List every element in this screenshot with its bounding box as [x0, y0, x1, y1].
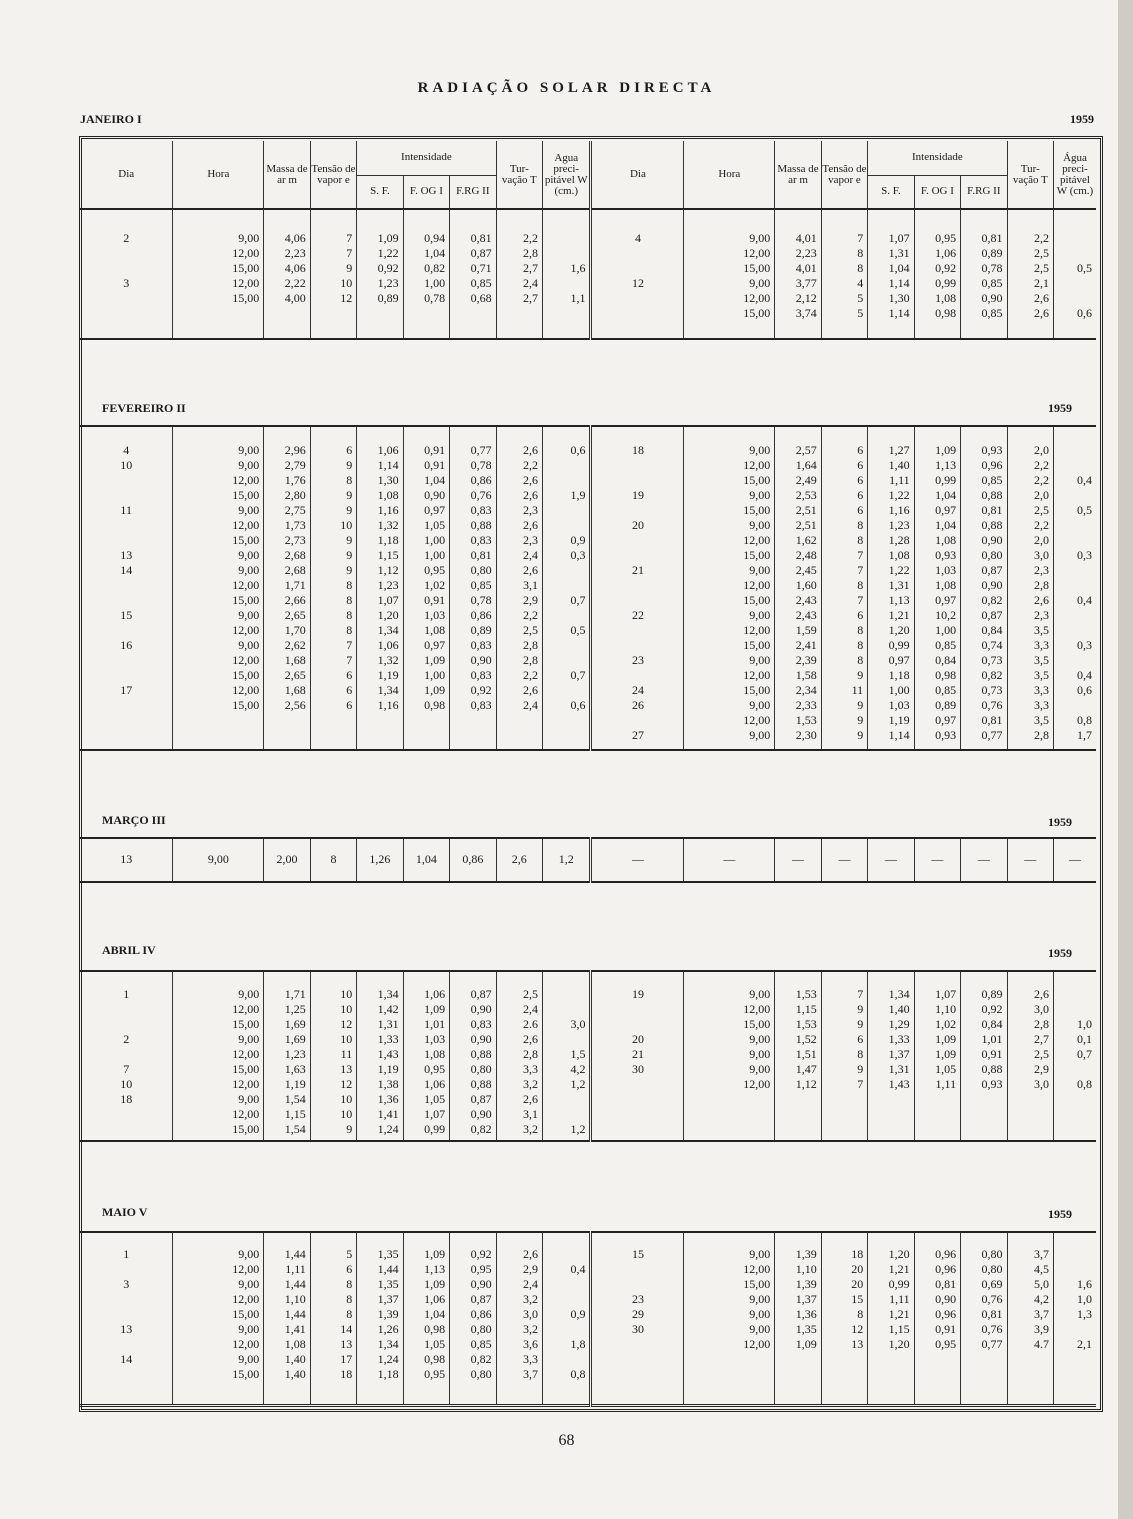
- col-massa: 4,01 2,23 4,01 3,77 2,12 3,74: [775, 209, 821, 339]
- col-sf: 1,34 1,40 1,29 1,33 1,37 1,31 1,43: [868, 971, 914, 1141]
- col-hora: 9,00 12,00 15,00 9,00 15,00 9,00 12,00 15,00 9,00 12,00 15,00 9,00 12,00 15,00 9,00 12,00 15,00 9,00 12,00 9,00: [684, 426, 775, 750]
- year-janeiro: 1959: [1070, 112, 1094, 126]
- col-rg2: 0,89 0,92 0,84 1,01 0,91 0,88 0,93: [961, 971, 1007, 1141]
- col-sf: 1,34 1,42 1,31 1,33 1,43 1,19 1,38 1,36 1,41 1,24: [357, 971, 403, 1141]
- col-tensao: 7 7 9 10 12: [310, 209, 356, 339]
- col-agua: 1,0 0,1 0,7 0,8: [1054, 971, 1097, 1141]
- col-agua: 3,0 1,5 4,2 1,2 1,2: [543, 971, 591, 1141]
- col-turvacao: 3,7 4,5 5,0 4,2 3,7 3,9 4.7: [1007, 1232, 1053, 1406]
- col-agua: 1,2: [543, 838, 591, 882]
- col-dia: 15 23 29 30: [591, 1232, 684, 1406]
- col-sf: 1,06 1,14 1,30 1,08 1,16 1,32 1,18 1,15 1,12 1,23 1,07 1,20 1,34 1,06 1,32 1,19 1,34 1,16: [357, 426, 403, 750]
- col-turvacao: 2,2 2,8 2,7 2,4 2,7: [496, 209, 542, 339]
- col-turvacao: 2,6: [496, 838, 542, 882]
- header-rg2-left: F.RG II: [450, 175, 496, 209]
- col-massa: —: [775, 838, 821, 882]
- header-turvacao-left: Tur- vação T: [496, 141, 542, 209]
- col-og1: 1,09 1,13 0,99 1,04 0,97 1,04 1,08 0,93 1,03 1,08 0,97 10,2 1,00 0,85 0,84 0,98 0,85 0,89 0,97 0,93: [914, 426, 960, 750]
- col-rg2: 0,87 0,90 0,83 0,90 0,88 0,80 0,88 0,87 0,90 0,82: [450, 971, 496, 1141]
- header-hora-left: Hora: [173, 141, 264, 209]
- col-agua: 0,6 1,9 0,9 0,3 0,7 0,5 0,7 0,6: [543, 426, 591, 750]
- col-og1: 0,91 0,91 1,04 0,90 0,97 1,05 1,00 1,00 0,95 1,02 0,91 1,03 1,08 0,97 1,09 1,00 1,09 0,98: [403, 426, 449, 750]
- header-tensao-left: Tensão de vapor e: [310, 141, 356, 209]
- section-janeiro: [80, 209, 1096, 340]
- col-og1: 0,96 0,96 0,81 0,90 0,96 0,91 0,95: [914, 1232, 960, 1406]
- col-massa: 1,44 1,11 1,44 1,10 1,44 1,41 1,08 1,40 1,40: [264, 1232, 310, 1406]
- col-dia: 1 2 7 10 18: [120, 987, 133, 1106]
- col-rg2: 0,81 0,87 0,71 0,85 0,68: [450, 209, 496, 339]
- col-hora: 9,00 9,00 12,00 15,00 9,00 12,00 15,00 9,00 9,00 12,00 15,00 9,00 12,00 9,00 12,00 15,00 12,00 15,00: [173, 426, 264, 750]
- month-label-fevereiro: FEVEREIRO II: [102, 401, 186, 415]
- col-rg2: 0,92 0,95 0,90 0,87 0,86 0,80 0,85 0,82 0,80: [450, 1232, 496, 1406]
- col-tensao: 10 10 12 10 11 13 12 10 10 9: [310, 971, 356, 1141]
- header-sf-left: S. F.: [357, 175, 403, 209]
- section-abril: [80, 970, 1096, 1142]
- col-hora: —: [684, 838, 775, 882]
- col-og1: 1,09 1,13 1,09 1,06 1,04 0,98 1,05 0,98 0,95: [403, 1232, 449, 1406]
- col-dia: 1 3 13 14: [120, 1247, 133, 1366]
- col-massa: 1,71 1,25 1,69 1,69 1,23 1,63 1,19 1,54 1,15 1,54: [264, 971, 310, 1141]
- header-rg2-right: F.RG II: [961, 175, 1007, 209]
- year-abril: 1959: [1048, 946, 1072, 960]
- col-dia: —: [591, 838, 684, 882]
- col-dia: 18 19 20 21 22 23 24 26 27: [591, 426, 684, 750]
- col-massa: 1,53 1,15 1,53 1,52 1,51 1,47 1,12: [775, 971, 821, 1141]
- year-maio: 1959: [1048, 1207, 1072, 1221]
- col-rg2: 0,80 0,80 0,69 0,76 0,81 0,76 0,77: [961, 1232, 1007, 1406]
- col-tensao: 6 9 8 9 9 10 9 9 9 8 8 8 8 7 7 6 6 6: [310, 426, 356, 750]
- header-hora-right: Hora: [684, 141, 775, 209]
- col-turvacao: —: [1007, 838, 1053, 882]
- col-agua: 1,6 1,1: [543, 209, 591, 339]
- col-og1: 1,06 1,09 1,01 1,03 1,08 0,95 1,06 1,05 1,07 0,99: [403, 971, 449, 1141]
- col-rg2: 0,77 0,78 0,86 0,76 0,83 0,88 0,83 0,81 0,80 0,85 0,78 0,86 0,89 0,83 0,90 0,83 0,92 0,83: [450, 426, 496, 750]
- col-og1: —: [914, 838, 960, 882]
- col-turvacao: 2,0 2,2 2,2 2,0 2,5 2,2 2,0 3,0 2,3 2,8 2,6 2,3 3,5 3,3 3,5 3,5 3,3 3,3 3,5 2,8: [1007, 426, 1053, 750]
- header-turvacao-right: Tur- vação T: [1007, 141, 1053, 209]
- header-intensidade-left: Intensidade: [357, 141, 496, 175]
- col-rg2: 0,81 0,89 0,78 0,85 0,90 0,85: [961, 209, 1007, 339]
- header-dia-left: Dia: [118, 168, 135, 180]
- page-title: RADIAÇÃO SOLAR DIRECTA: [417, 80, 716, 96]
- col-dia: 13: [120, 852, 133, 866]
- section-marco: [80, 837, 1096, 883]
- col-tensao: 7 8 8 4 5 5: [821, 209, 867, 339]
- month-label-abril: ABRIL IV: [102, 943, 156, 957]
- page-number: 68: [558, 1432, 575, 1449]
- col-turvacao: 2,2 2,5 2,5 2,1 2,6 2,6: [1007, 209, 1053, 339]
- col-dia: 2 3: [123, 231, 130, 290]
- col-og1: 0,94 1,04 0,82 1,00 0,78: [403, 209, 449, 339]
- header-massa-left: Massa de ar m: [264, 141, 310, 209]
- col-rg2: 0,93 0,96 0,85 0,88 0,81 0,88 0,90 0,80 0,87 0,90 0,82 0,87 0,84 0,74 0,73 0,82 0,73 0,76 0,81 0,77: [961, 426, 1007, 750]
- col-rg2: 0,86: [450, 838, 496, 882]
- col-turvacao: 2,6 2,9 2,4 3,2 3,0 3,2 3,6 3,3 3,7: [496, 1232, 542, 1406]
- col-dia: 4 12: [591, 209, 684, 339]
- col-massa: 2,57 1,64 2,49 2,53 2,51 2,51 1,62 2,48 2,45 1,60 2,43 2,43 1,59 2,41 2,39 1,58 2,34 2,33 1,53 2,30: [775, 426, 821, 750]
- col-turvacao: 2,5 2,4 2.6 2,6 2,8 3,3 3,2 2,6 3,1 3,2: [496, 971, 542, 1141]
- col-hora: 9,00: [173, 838, 264, 882]
- header-massa-right: Massa de ar m: [775, 141, 821, 209]
- col-tensao: —: [821, 838, 867, 882]
- col-tensao: 5 6 8 8 8 14 13 17 18: [310, 1232, 356, 1406]
- section-fevereiro: [80, 425, 1096, 751]
- col-tensao: 6 6 6 6 6 8 8 7 7 8 7 6 8 8 8 9 11 9 9 9: [821, 426, 867, 750]
- header-agua-left: Agua preci- pitável W (cm.): [543, 141, 591, 209]
- header-agua-right: Água preci- pitável W (cm.): [1054, 141, 1097, 209]
- col-hora: 9,00 12,00 15,00 9,00 9,00 9,00 12,00: [684, 1232, 775, 1406]
- col-sf: 1,35 1,44 1,35 1,37 1,39 1,26 1,34 1,24 1,18: [357, 1232, 403, 1406]
- header-dia-right: Dia: [591, 141, 684, 209]
- col-agua: 0,5 0,6: [1054, 209, 1097, 339]
- month-label-janeiro: JANEIRO I: [80, 112, 142, 126]
- col-agua: 1,6 1,0 1,3 2,1: [1054, 1232, 1097, 1406]
- col-og1: 1,07 1,10 1,02 1,09 1,09 1,05 1,11: [914, 971, 960, 1141]
- col-turvacao: 2,6 3,0 2,8 2,7 2,5 2,9 3,0: [1007, 971, 1053, 1141]
- col-hora: 9,00 12,00 15,00 12,00 15,00: [173, 209, 264, 339]
- col-turvacao: 2,6 2,2 2,6 2,6 2,3 2,6 2,3 2,4 2,6 3,1 2,9 2,2 2,5 2,8 2,8 2,2 2,6 2,4: [496, 426, 542, 750]
- col-massa: 2,96 2,79 1,76 2,80 2,75 1,73 2,73 2,68 2,68 1,71 2,66 2,65 1,70 2,62 1,68 2,65 1,68 2,56: [264, 426, 310, 750]
- col-og1: 0,95 1,06 0,92 0,99 1,08 0,98: [914, 209, 960, 339]
- header-og1-left: F. OG I: [403, 175, 449, 209]
- col-massa: 1,39 1,10 1,39 1,37 1,36 1,35 1,09: [775, 1232, 821, 1406]
- column-header: [80, 141, 1096, 210]
- year-fevereiro: 1959: [1048, 401, 1072, 415]
- col-agua: —: [1054, 838, 1097, 882]
- header-intensidade-right: Intensidade: [868, 141, 1007, 175]
- col-sf: 1,07 1,31 1,04 1,14 1,30 1,14: [868, 209, 914, 339]
- col-sf: 1,26: [357, 838, 403, 882]
- col-agua: 0,4 0,5 0,3 0,4 0,3 0,4 0,6 0,8 1,7: [1054, 426, 1097, 750]
- col-massa: 4,06 2,23 4,06 2,22 4,00: [264, 209, 310, 339]
- col-sf: 1,27 1,40 1,11 1,22 1,16 1,23 1,28 1,08 1,22 1,31 1,13 1,21 1,20 0,99 0,97 1,18 1,00 1,03 1,19 1,14: [868, 426, 914, 750]
- col-tensao: 8: [310, 838, 356, 882]
- col-rg2: —: [961, 838, 1007, 882]
- header-og1-right: F. OG I: [914, 175, 960, 209]
- col-sf: 1,09 1,22 0,92 1,23 0,89: [357, 209, 403, 339]
- col-dia: 4 10 11 13 14 15 16 17: [120, 443, 133, 697]
- col-og1: 1,04: [403, 838, 449, 882]
- col-hora: 9,00 12,00 15,00 9,00 9,00 9,00 12,00: [684, 971, 775, 1141]
- col-tensao: 18 20 20 15 8 12 13: [821, 1232, 867, 1406]
- col-agua: 0,4 0,9 1,8 0,8: [543, 1232, 591, 1406]
- header-tensao-right: Tensão de vapor e: [821, 141, 867, 209]
- page-edge: [1118, 0, 1133, 1519]
- col-hora: 9,00 12,00 9,00 12,00 15,00 9,00 12,00 9,00 15,00: [173, 1232, 264, 1406]
- col-sf: 1,20 1,21 0,99 1,11 1,21 1,15 1,20: [868, 1232, 914, 1406]
- col-hora: 9,00 12,00 15,00 9,00 12,00 15,00: [684, 209, 775, 339]
- month-label-maio: MAIO V: [102, 1205, 148, 1219]
- col-massa: 2,00: [264, 838, 310, 882]
- col-dia: 19 20 21 30: [591, 971, 684, 1141]
- col-sf: —: [868, 838, 914, 882]
- month-label-marco: MARÇO III: [102, 813, 166, 827]
- header-sf-right: S. F.: [868, 175, 914, 209]
- section-maio: [80, 1231, 1096, 1407]
- year-marco: 1959: [1048, 815, 1072, 829]
- col-hora: 9,00 12,00 15,00 9,00 12,00 15,00 12,00 9,00 12,00 15,00: [173, 971, 264, 1141]
- col-tensao: 7 9 9 6 8 9 7: [821, 971, 867, 1141]
